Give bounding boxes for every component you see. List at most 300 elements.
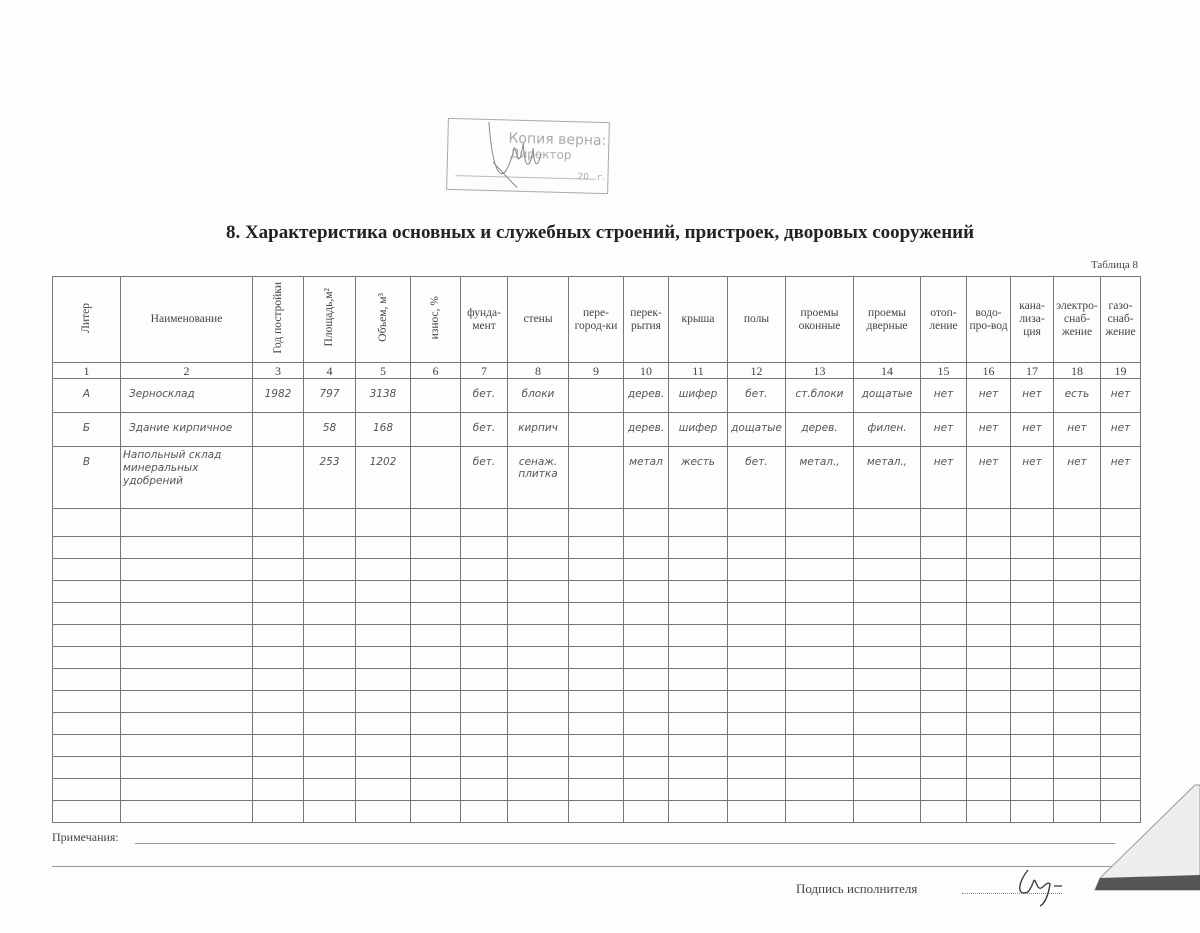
empty-cell xyxy=(253,559,304,581)
stamp-year-suffix: г. xyxy=(597,172,606,184)
table-cell: 1982 xyxy=(253,379,304,413)
empty-cell xyxy=(461,713,508,735)
empty-cell xyxy=(53,691,121,713)
empty-cell xyxy=(508,625,569,647)
empty-cell xyxy=(728,713,786,735)
empty-cell xyxy=(569,559,624,581)
table-cell: метал., xyxy=(854,447,921,509)
table-cell: бет. xyxy=(461,413,508,447)
empty-cell xyxy=(624,647,669,669)
table-cell: 797 xyxy=(304,379,356,413)
empty-cell xyxy=(1011,581,1054,603)
empty-cell xyxy=(53,735,121,757)
empty-cell xyxy=(461,537,508,559)
empty-cell xyxy=(411,559,461,581)
empty-cell xyxy=(728,669,786,691)
empty-cell xyxy=(728,691,786,713)
empty-cell xyxy=(356,757,411,779)
empty-cell xyxy=(411,757,461,779)
empty-cell xyxy=(121,603,253,625)
column-number: 18 xyxy=(1054,363,1101,379)
empty-cell xyxy=(728,801,786,823)
empty-row xyxy=(53,625,1141,647)
empty-cell xyxy=(121,801,253,823)
notes-label: Примечания: xyxy=(52,830,119,844)
empty-cell xyxy=(669,603,728,625)
table-cell: нет xyxy=(967,413,1011,447)
empty-cell xyxy=(508,581,569,603)
empty-cell xyxy=(411,735,461,757)
header-row xyxy=(53,277,1141,363)
empty-cell xyxy=(461,625,508,647)
column-header-label: газо-снаб-жение xyxy=(1105,300,1136,338)
empty-cell xyxy=(1101,669,1141,691)
table-cell: бет. xyxy=(461,447,508,509)
empty-cell xyxy=(461,779,508,801)
empty-cell xyxy=(356,801,411,823)
column-header xyxy=(669,277,728,363)
empty-cell xyxy=(624,559,669,581)
stamp-line2: Директор xyxy=(509,146,572,163)
table-cell: блоки xyxy=(508,379,569,413)
empty-cell xyxy=(356,581,411,603)
empty-cell xyxy=(786,581,854,603)
empty-cell xyxy=(1054,713,1101,735)
table-cell: нет xyxy=(921,379,967,413)
column-number: 10 xyxy=(624,363,669,379)
table-cell: нет xyxy=(1101,379,1141,413)
empty-cell xyxy=(1101,713,1141,735)
column-header-label: проемы дверные xyxy=(866,306,908,332)
table-cell: нет xyxy=(1011,447,1054,509)
empty-cell xyxy=(1011,625,1054,647)
empty-cell xyxy=(921,735,967,757)
empty-cell xyxy=(854,691,921,713)
empty-cell xyxy=(356,779,411,801)
empty-cell xyxy=(728,647,786,669)
empty-cell xyxy=(1011,801,1054,823)
empty-cell xyxy=(786,509,854,537)
empty-cell xyxy=(728,581,786,603)
column-header-label: Наименование xyxy=(150,313,223,325)
empty-cell xyxy=(508,509,569,537)
empty-cell xyxy=(121,537,253,559)
table-cell: А xyxy=(53,379,121,413)
table-cell: ст.блоки xyxy=(786,379,854,413)
empty-cell xyxy=(356,735,411,757)
empty-cell xyxy=(253,625,304,647)
empty-cell xyxy=(1011,647,1054,669)
empty-cell xyxy=(786,537,854,559)
table-cell: нет xyxy=(921,413,967,447)
table-cell: дощатые xyxy=(854,379,921,413)
empty-cell xyxy=(569,735,624,757)
column-number: 4 xyxy=(304,363,356,379)
empty-cell xyxy=(1101,581,1141,603)
empty-cell xyxy=(569,757,624,779)
empty-cell xyxy=(921,647,967,669)
empty-cell xyxy=(253,509,304,537)
empty-cell xyxy=(921,603,967,625)
empty-cell xyxy=(411,779,461,801)
column-header-label: Литер xyxy=(80,302,92,333)
empty-cell xyxy=(53,537,121,559)
buildings-table xyxy=(52,276,1141,823)
empty-cell xyxy=(121,625,253,647)
empty-cell xyxy=(624,779,669,801)
empty-cell xyxy=(569,509,624,537)
table-cell xyxy=(411,413,461,447)
empty-cell xyxy=(921,581,967,603)
column-header-label: проемы оконные xyxy=(798,306,841,332)
empty-cell xyxy=(53,509,121,537)
column-number: 19 xyxy=(1101,363,1141,379)
empty-cell xyxy=(569,801,624,823)
empty-cell xyxy=(304,509,356,537)
empty-cell xyxy=(411,647,461,669)
column-header-label: пере-город-ки xyxy=(574,306,618,332)
empty-cell xyxy=(1101,537,1141,559)
table-cell: 253 xyxy=(304,447,356,509)
empty-cell xyxy=(624,757,669,779)
empty-cell xyxy=(921,625,967,647)
column-number: 5 xyxy=(356,363,411,379)
column-number: 2 xyxy=(121,363,253,379)
empty-cell xyxy=(669,509,728,537)
empty-cell xyxy=(356,713,411,735)
empty-cell xyxy=(569,603,624,625)
empty-cell xyxy=(53,581,121,603)
empty-cell xyxy=(624,581,669,603)
empty-cell xyxy=(569,713,624,735)
empty-cell xyxy=(53,625,121,647)
empty-cell xyxy=(728,757,786,779)
table-cell: Зерносклад xyxy=(121,379,253,413)
empty-cell xyxy=(53,779,121,801)
empty-cell xyxy=(1011,603,1054,625)
empty-cell xyxy=(569,779,624,801)
empty-cell xyxy=(461,669,508,691)
empty-cell xyxy=(569,647,624,669)
empty-cell xyxy=(728,509,786,537)
empty-cell xyxy=(669,757,728,779)
empty-cell xyxy=(624,509,669,537)
empty-cell xyxy=(411,581,461,603)
column-number: 8 xyxy=(508,363,569,379)
empty-cell xyxy=(1054,625,1101,647)
table-cell: 168 xyxy=(356,413,411,447)
table-cell: дерев. xyxy=(624,379,669,413)
empty-cell xyxy=(121,509,253,537)
empty-cell xyxy=(728,625,786,647)
table-cell: шифер xyxy=(669,413,728,447)
empty-cell xyxy=(461,647,508,669)
empty-cell xyxy=(1054,559,1101,581)
column-number: 16 xyxy=(967,363,1011,379)
column-header-label: крыша xyxy=(681,313,715,325)
empty-cell xyxy=(508,669,569,691)
column-header-label: Объем, м³ xyxy=(376,293,389,342)
table-row xyxy=(53,379,1141,413)
column-number: 1 xyxy=(53,363,121,379)
table-cell: метал xyxy=(624,447,669,509)
table-cell: нет xyxy=(1054,413,1101,447)
empty-cell xyxy=(411,603,461,625)
empty-cell xyxy=(1101,603,1141,625)
empty-cell xyxy=(786,779,854,801)
empty-cell xyxy=(854,713,921,735)
empty-cell xyxy=(304,691,356,713)
empty-cell xyxy=(967,559,1011,581)
empty-cell xyxy=(786,691,854,713)
empty-cell xyxy=(53,713,121,735)
column-header-label: кана-лиза-ция xyxy=(1019,300,1045,338)
empty-cell xyxy=(53,801,121,823)
empty-cell xyxy=(786,647,854,669)
empty-row xyxy=(53,779,1141,801)
table-cell: нет xyxy=(921,447,967,509)
empty-cell xyxy=(304,713,356,735)
stamp-line1: Копия верна: xyxy=(508,130,607,150)
empty-row xyxy=(53,669,1141,691)
empty-cell xyxy=(1101,625,1141,647)
table-cell xyxy=(411,379,461,413)
empty-cell xyxy=(508,647,569,669)
empty-cell xyxy=(253,581,304,603)
column-header xyxy=(1101,277,1141,363)
table-cell: нет xyxy=(967,379,1011,413)
empty-cell xyxy=(356,647,411,669)
empty-cell xyxy=(624,691,669,713)
section-title: 8. Характеристика основных и служебных строений, пристроек, дворовых сооружений xyxy=(225,222,975,243)
empty-cell xyxy=(121,713,253,735)
table-cell: нет xyxy=(1101,447,1141,509)
empty-cell xyxy=(569,537,624,559)
empty-cell xyxy=(854,581,921,603)
empty-cell xyxy=(624,603,669,625)
column-header xyxy=(411,277,461,363)
empty-cell xyxy=(854,669,921,691)
column-header-label: водо-про-вод xyxy=(969,306,1008,332)
empty-cell xyxy=(569,625,624,647)
empty-row xyxy=(53,691,1141,713)
empty-cell xyxy=(624,801,669,823)
column-header xyxy=(786,277,854,363)
empty-cell xyxy=(921,691,967,713)
empty-cell xyxy=(669,647,728,669)
empty-cell xyxy=(1054,735,1101,757)
table-cell: филен. xyxy=(854,413,921,447)
empty-row xyxy=(53,509,1141,537)
empty-cell xyxy=(121,757,253,779)
empty-cell xyxy=(854,779,921,801)
empty-cell xyxy=(1011,509,1054,537)
column-header xyxy=(728,277,786,363)
empty-cell xyxy=(854,625,921,647)
empty-cell xyxy=(669,801,728,823)
column-header xyxy=(1054,277,1101,363)
empty-cell xyxy=(1011,779,1054,801)
empty-cell xyxy=(461,559,508,581)
empty-cell xyxy=(1011,735,1054,757)
empty-cell xyxy=(461,735,508,757)
empty-cell xyxy=(1011,713,1054,735)
empty-row xyxy=(53,647,1141,669)
column-number: 15 xyxy=(921,363,967,379)
empty-cell xyxy=(304,801,356,823)
empty-cell xyxy=(669,625,728,647)
empty-cell xyxy=(253,669,304,691)
empty-cell xyxy=(121,559,253,581)
table-cell: дерев. xyxy=(624,413,669,447)
empty-cell xyxy=(253,757,304,779)
empty-cell xyxy=(121,581,253,603)
empty-cell xyxy=(669,691,728,713)
empty-cell xyxy=(786,713,854,735)
column-header-label: фунда-мент xyxy=(467,306,501,332)
empty-cell xyxy=(669,735,728,757)
empty-cell xyxy=(508,779,569,801)
empty-cell xyxy=(1101,691,1141,713)
empty-cell xyxy=(967,801,1011,823)
notes-line-2 xyxy=(52,866,1122,867)
empty-cell xyxy=(53,647,121,669)
empty-cell xyxy=(461,757,508,779)
column-number: 13 xyxy=(786,363,854,379)
empty-cell xyxy=(967,691,1011,713)
empty-cell xyxy=(411,625,461,647)
table-cell: дерев. xyxy=(786,413,854,447)
column-header-label: полы xyxy=(743,313,770,325)
empty-cell xyxy=(669,669,728,691)
table-cell: жесть xyxy=(669,447,728,509)
table-cell: сенаж. плитка xyxy=(508,447,569,509)
empty-cell xyxy=(854,801,921,823)
table-cell: метал., xyxy=(786,447,854,509)
empty-cell xyxy=(121,735,253,757)
empty-cell xyxy=(304,559,356,581)
empty-cell xyxy=(304,735,356,757)
empty-row xyxy=(53,757,1141,779)
empty-cell xyxy=(1011,669,1054,691)
empty-cell xyxy=(508,801,569,823)
empty-cell xyxy=(728,779,786,801)
empty-cell xyxy=(508,713,569,735)
empty-cell xyxy=(121,779,253,801)
empty-cell xyxy=(508,691,569,713)
empty-cell xyxy=(854,537,921,559)
copy-certified-stamp xyxy=(446,118,610,194)
table-cell: 1202 xyxy=(356,447,411,509)
empty-cell xyxy=(728,559,786,581)
empty-cell xyxy=(569,691,624,713)
empty-cell xyxy=(253,647,304,669)
empty-cell xyxy=(967,713,1011,735)
column-number: 6 xyxy=(411,363,461,379)
empty-cell xyxy=(304,669,356,691)
empty-cell xyxy=(508,559,569,581)
empty-cell xyxy=(411,537,461,559)
empty-cell xyxy=(304,581,356,603)
table-cell: 58 xyxy=(304,413,356,447)
column-number: 11 xyxy=(669,363,728,379)
empty-cell xyxy=(53,559,121,581)
empty-cell xyxy=(967,647,1011,669)
empty-row xyxy=(53,537,1141,559)
empty-cell xyxy=(1101,735,1141,757)
empty-cell xyxy=(53,757,121,779)
column-number: 7 xyxy=(461,363,508,379)
empty-cell xyxy=(624,669,669,691)
empty-cell xyxy=(1101,647,1141,669)
empty-cell xyxy=(786,669,854,691)
empty-row xyxy=(53,735,1141,757)
empty-cell xyxy=(304,625,356,647)
empty-cell xyxy=(854,757,921,779)
empty-cell xyxy=(304,779,356,801)
column-header-label: электро-снаб-жение xyxy=(1056,300,1098,338)
empty-cell xyxy=(411,669,461,691)
empty-cell xyxy=(508,735,569,757)
column-number: 17 xyxy=(1011,363,1054,379)
empty-row xyxy=(53,801,1141,823)
empty-cell xyxy=(967,537,1011,559)
empty-cell xyxy=(1054,647,1101,669)
table-cell: бет. xyxy=(728,447,786,509)
column-header-label: отоп-ление xyxy=(929,306,958,332)
table-cell: есть xyxy=(1054,379,1101,413)
empty-cell xyxy=(1054,603,1101,625)
empty-cell xyxy=(669,559,728,581)
empty-cell xyxy=(1101,757,1141,779)
empty-cell xyxy=(461,691,508,713)
empty-cell xyxy=(967,625,1011,647)
empty-cell xyxy=(508,603,569,625)
empty-cell xyxy=(356,669,411,691)
notes-line xyxy=(135,843,1115,844)
empty-cell xyxy=(921,713,967,735)
empty-cell xyxy=(728,735,786,757)
empty-cell xyxy=(461,603,508,625)
column-header xyxy=(624,277,669,363)
empty-cell xyxy=(786,757,854,779)
table-cell: нет xyxy=(1101,413,1141,447)
table-cell: нет xyxy=(1011,413,1054,447)
empty-cell xyxy=(411,691,461,713)
empty-cell xyxy=(1054,537,1101,559)
table-cell: бет. xyxy=(728,379,786,413)
empty-cell xyxy=(1054,757,1101,779)
empty-cell xyxy=(461,581,508,603)
column-number: 14 xyxy=(854,363,921,379)
empty-cell xyxy=(1011,691,1054,713)
empty-row xyxy=(53,581,1141,603)
signature-label: Подпись исполнителя xyxy=(796,881,918,896)
empty-cell xyxy=(921,537,967,559)
column-header xyxy=(508,277,569,363)
column-header-label: Год постройки xyxy=(271,281,284,354)
empty-cell xyxy=(1011,559,1054,581)
empty-cell xyxy=(121,691,253,713)
column-header xyxy=(121,277,253,363)
empty-cell xyxy=(854,509,921,537)
empty-cell xyxy=(253,603,304,625)
table-cell: нет xyxy=(1054,447,1101,509)
column-header xyxy=(356,277,411,363)
empty-cell xyxy=(253,735,304,757)
empty-cell xyxy=(967,581,1011,603)
empty-cell xyxy=(967,757,1011,779)
